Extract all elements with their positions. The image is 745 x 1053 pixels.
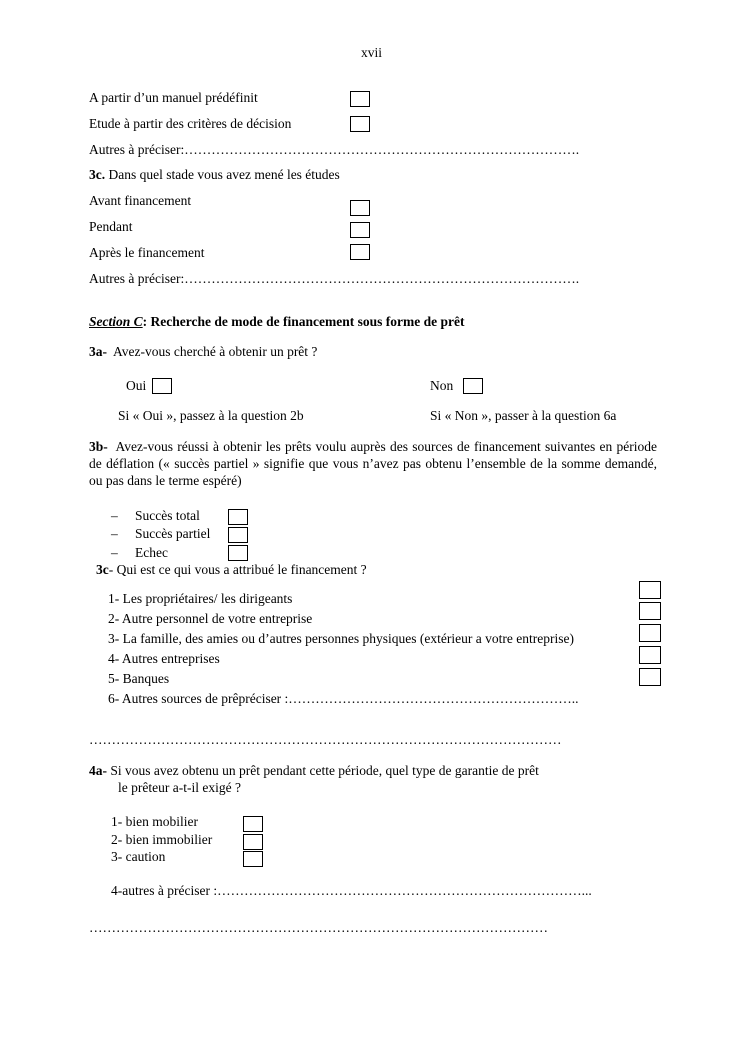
q3a-text: Avez-vous cherché à obtenir un prêt ? xyxy=(113,344,318,359)
q3b-option-label: Succès partiel xyxy=(135,526,211,541)
stage-option-label: Pendant xyxy=(89,219,133,234)
source-option-label: 4- Autres entreprises xyxy=(108,651,220,666)
guarantee-other-line[interactable]: 4-autres à préciser :………………………………………………………………………... xyxy=(111,883,592,898)
q3b-option xyxy=(111,545,168,561)
q3a-number: 3a- xyxy=(89,344,107,359)
q3c-stage-question xyxy=(89,167,340,183)
q4a-text-line1: Si vous avez obtenu un prêt pendant cette période, quel type de garantie de prêt xyxy=(110,763,539,778)
no-label: Non xyxy=(430,378,454,393)
stage-option-checkbox[interactable] xyxy=(350,200,370,216)
q4a-question xyxy=(89,763,539,779)
source-option-label: 3- La famille, des amies ou d’autres personnes physiques (extérieur a votre entreprise) xyxy=(108,631,574,646)
list-bullet: – xyxy=(111,508,118,523)
option-manual-label: A partir d’un manuel prédéfinit xyxy=(89,90,258,105)
source-option-label: 2- Autre personnel de votre entreprise xyxy=(108,611,313,626)
yes-instruction: Si « Oui », passez à la question 2b xyxy=(118,408,304,423)
no-instruction: Si « Non », passer à la question 6a xyxy=(430,408,617,423)
source-checkbox[interactable] xyxy=(639,602,661,620)
q3c-source-number: 3c xyxy=(96,562,109,577)
q3b-option-label: Succès total xyxy=(135,508,200,523)
q3b-text: Avez-vous réussi à obtenir les prêts voulu auprès des sources de financement suivantes en période de déflation (« succès partiel » signifie que vous n’avez pas obtenu l’ensemble de la somme demandé, ou pas dans le terme espéré) xyxy=(89,439,657,488)
q3c-stage-number: 3c. xyxy=(89,167,106,182)
q3c-stage-text: Dans quel stade vous avez mené les études xyxy=(108,167,340,182)
stage-option-checkbox[interactable] xyxy=(350,244,370,260)
q3c-source-question xyxy=(96,562,367,578)
page-number: xvii xyxy=(361,45,383,60)
list-bullet: – xyxy=(111,545,118,560)
source-other-line[interactable]: 6- Autres sources de prêpréciser :……………………………………………………….. xyxy=(108,691,579,706)
section-label: Section C xyxy=(89,314,143,329)
q3a-question xyxy=(89,344,317,360)
guarantee-option-label: 1- bien mobilier xyxy=(111,814,198,829)
guarantee-option-label: 2- bien immobilier xyxy=(111,832,213,847)
source-checkbox[interactable] xyxy=(639,581,661,599)
other-specify-line[interactable]: Autres à préciser:……………………………………………………………………………. xyxy=(89,271,580,286)
source-checkbox[interactable] xyxy=(639,624,661,642)
source-checkbox[interactable] xyxy=(639,646,661,664)
q3b-number: 3b- xyxy=(89,439,108,454)
q3b-option-label: Echec xyxy=(135,545,168,560)
section-title: : Recherche de mode de financement sous forme de prêt xyxy=(142,314,465,329)
guarantee-checkbox[interactable] xyxy=(243,816,263,832)
option-manual-checkbox[interactable] xyxy=(350,91,370,107)
q3b-option xyxy=(111,508,200,524)
yes-checkbox[interactable] xyxy=(152,378,172,394)
q4a-text-line2: le prêteur a-t-il exigé ? xyxy=(118,780,241,795)
stage-option-checkbox[interactable] xyxy=(350,222,370,238)
source-option-label: 1- Les propriétaires/ les dirigeants xyxy=(108,591,293,606)
q3b-option xyxy=(111,526,210,542)
guarantee-checkbox[interactable] xyxy=(243,834,263,850)
stage-option-label: Avant financement xyxy=(89,193,192,208)
other-specify-line[interactable]: Autres à préciser:……………………………………………………………………………. xyxy=(89,142,580,157)
source-option-label: 5- Banques xyxy=(108,671,170,686)
q4a-number: 4a- xyxy=(89,763,107,778)
no-checkbox[interactable] xyxy=(463,378,483,394)
source-checkbox[interactable] xyxy=(639,668,661,686)
continuation-line[interactable]: ………………………………………………………………………………………… xyxy=(89,920,548,935)
guarantee-option-label: 3- caution xyxy=(111,849,166,864)
q3b-question xyxy=(89,438,657,489)
option-criteria-checkbox[interactable] xyxy=(350,116,370,132)
q3c-source-text: - Qui est ce qui vous a attribué le financement ? xyxy=(108,562,367,577)
section-heading xyxy=(89,314,464,330)
list-bullet: – xyxy=(111,526,118,541)
q3b-checkbox[interactable] xyxy=(228,527,248,543)
stage-option-label: Après le financement xyxy=(89,245,205,260)
option-criteria-label: Etude à partir des critères de décision xyxy=(89,116,292,131)
guarantee-checkbox[interactable] xyxy=(243,851,263,867)
q3b-checkbox[interactable] xyxy=(228,509,248,525)
continuation-line[interactable]: …………………………………………………………………………………………… xyxy=(89,732,562,747)
q3b-checkbox[interactable] xyxy=(228,545,248,561)
yes-label: Oui xyxy=(126,378,147,393)
